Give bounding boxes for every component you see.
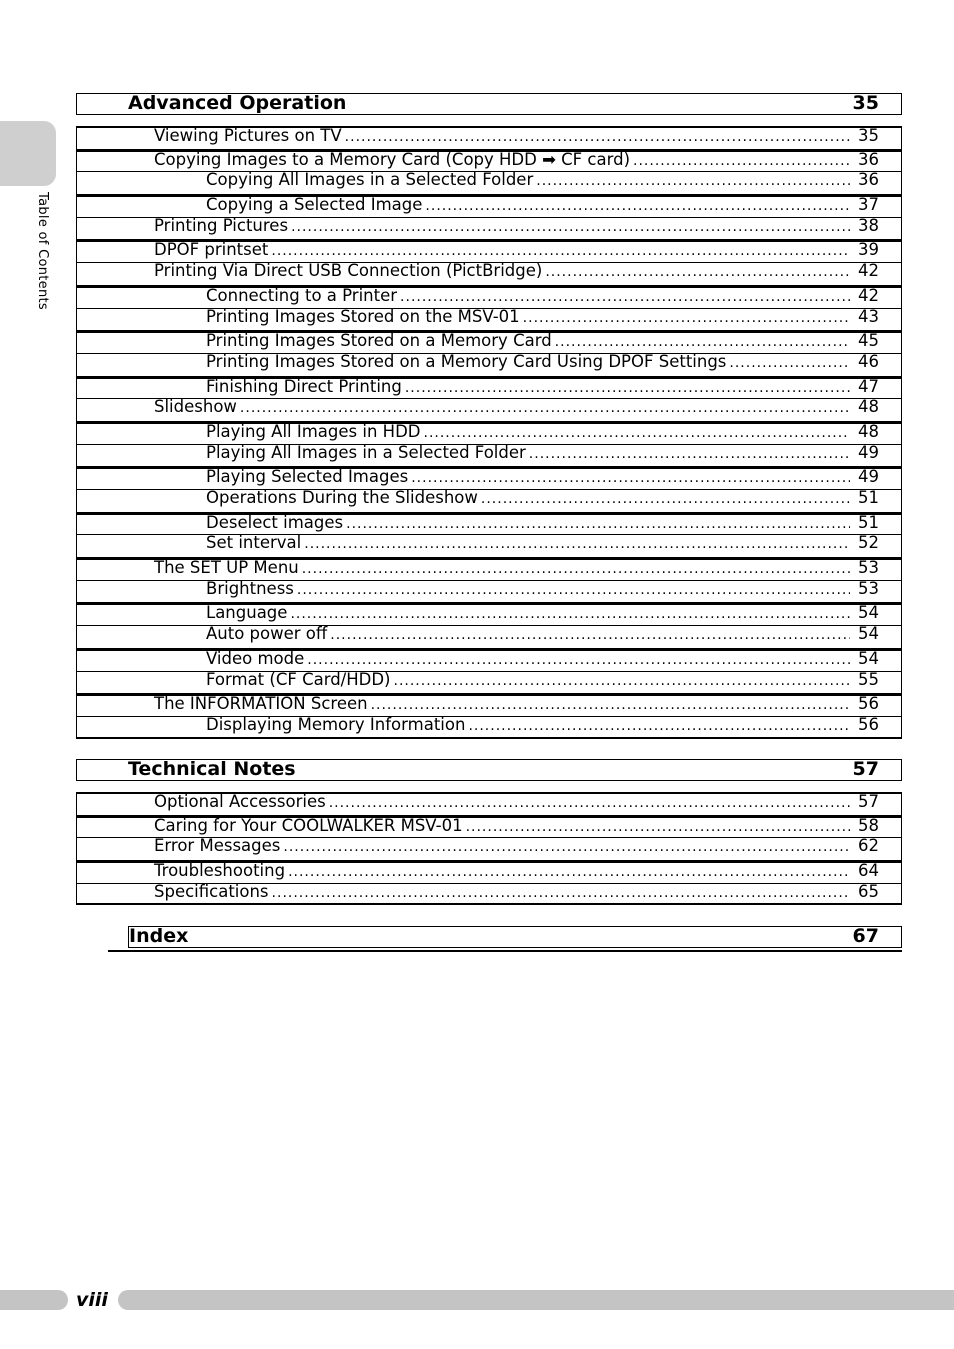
toc-entry[interactable] [77, 376, 901, 399]
toc-entry-label: Language [206, 603, 288, 623]
leader-dots [523, 310, 850, 326]
toc-entry-page: 51 [858, 512, 879, 532]
toc-entry[interactable] [77, 716, 901, 739]
toc-entry-line [206, 649, 879, 668]
toc-entry[interactable] [77, 398, 901, 421]
toc-entry-line [154, 816, 879, 835]
toc-entry[interactable] [77, 625, 901, 648]
toc-entry[interactable] [77, 671, 901, 694]
toc-entry-page: 39 [858, 240, 879, 260]
toc-entry[interactable] [77, 534, 901, 557]
leader-dots [555, 334, 850, 350]
toc-entry-line [154, 836, 879, 855]
leader-dots [240, 400, 850, 416]
toc-entry-line [206, 331, 879, 350]
toc-entry-line [154, 792, 879, 811]
toc-entry-page: 55 [858, 669, 879, 689]
toc-entry-label: Playing Selected Images [206, 467, 409, 487]
toc-entry[interactable] [77, 693, 901, 716]
toc-entry-line [154, 882, 879, 901]
leader-dots [481, 491, 850, 507]
toc-entry[interactable] [77, 171, 901, 194]
toc-entry-label: Slideshow [154, 397, 237, 417]
toc-entry-page: 37 [858, 195, 879, 215]
toc-entry-line [206, 377, 879, 396]
toc-entry-label: Viewing Pictures on TV [154, 126, 342, 145]
footer-bar-left [0, 1290, 68, 1310]
toc-entry-line [206, 195, 879, 214]
toc-entry-label: The INFORMATION Screen [154, 694, 368, 714]
toc-entry-label: The SET UP Menu [154, 558, 299, 578]
toc-entry[interactable] [77, 580, 901, 603]
leader-dots [400, 289, 850, 305]
toc-entry-line [206, 603, 879, 622]
toc-entry[interactable] [77, 860, 901, 883]
toc-entry[interactable] [77, 330, 901, 353]
leader-dots [466, 819, 850, 835]
toc-entry-label: Brightness [206, 578, 294, 598]
toc-entry-label: Printing Images Stored on a Memory Card [206, 331, 552, 351]
toc-entry-page: 51 [858, 488, 879, 507]
leader-dots [529, 446, 850, 462]
toc-entry-page: 65 [858, 881, 879, 901]
leader-dots [394, 673, 851, 689]
leader-dots [633, 153, 850, 169]
toc-entry-label: DPOF printset [154, 240, 269, 260]
toc-entry-page: 36 [858, 170, 879, 190]
toc-entry-label: Specifications [154, 881, 269, 901]
toc-entry[interactable] [77, 815, 901, 838]
toc-entry-line [206, 286, 879, 305]
toc-entry-line [206, 488, 879, 507]
toc-entry-label: Auto power off [206, 624, 328, 644]
section-title: Technical Notes [128, 758, 296, 780]
toc-entry-page: 58 [858, 815, 879, 835]
toc-entry-page: 52 [858, 533, 879, 553]
toc-entry-label: Optional Accessories [154, 792, 326, 811]
toc-entry-label: Copying All Images in a Selected Folder [206, 170, 534, 190]
leader-dots [302, 561, 850, 577]
leader-dots [291, 219, 850, 235]
leader-dots [405, 380, 850, 396]
toc-entry-page: 49 [858, 442, 879, 462]
toc-entry-line [206, 579, 879, 598]
toc-entry-page: 36 [858, 149, 879, 169]
leader-dots [271, 243, 850, 259]
toc-entry-page: 53 [858, 558, 879, 578]
toc-entry-label: Format (CF Card/HDD) [206, 669, 391, 689]
toc-entry-line [154, 397, 879, 416]
leader-dots [536, 173, 850, 189]
leader-dots [329, 795, 850, 811]
leader-dots [288, 864, 850, 880]
toc-entry-line [154, 240, 879, 259]
toc-entry[interactable] [77, 262, 901, 285]
toc-entry[interactable] [77, 602, 901, 625]
page-number: viii [76, 1289, 108, 1311]
leader-dots [283, 839, 850, 855]
toc-entry-page: 56 [858, 694, 879, 714]
toc-entry-page: 46 [858, 351, 879, 371]
section-title: Advanced Operation [128, 92, 347, 114]
section-advanced-operation [76, 93, 902, 739]
toc-entry-line [206, 624, 879, 643]
toc-entry-line [154, 558, 879, 577]
toc-entry-line [206, 670, 879, 689]
leader-dots [425, 198, 850, 214]
toc-entry-line [154, 694, 879, 713]
toc-entry[interactable] [77, 512, 901, 535]
toc-entry-page: 43 [858, 306, 879, 326]
toc-entry[interactable] [77, 421, 901, 444]
toc-entry[interactable] [77, 489, 901, 512]
index-underline [108, 950, 902, 952]
toc-entry[interactable] [77, 239, 901, 262]
toc-entry[interactable] [77, 194, 901, 217]
toc-entry-page: 57 [858, 792, 879, 811]
toc-entry-line [154, 126, 879, 145]
leader-dots [346, 516, 850, 532]
leader-dots [297, 582, 850, 598]
leader-dots [468, 718, 850, 734]
entry-list [76, 792, 902, 905]
leader-dots [371, 697, 850, 713]
leader-dots [272, 885, 850, 901]
toc-entry-line [206, 352, 879, 371]
toc-entry-line [206, 533, 879, 552]
footer-bar [118, 1290, 954, 1310]
toc-entry-page: 45 [858, 331, 879, 351]
toc-entry-page: 42 [858, 261, 879, 281]
toc-entry-page: 64 [858, 861, 879, 881]
toc-entry-label: Playing All Images in a Selected Folder [206, 442, 526, 462]
toc-entry-label: Printing Pictures [154, 215, 289, 235]
section-technical-notes [76, 759, 902, 905]
toc-entry-label: Set interval [206, 533, 302, 553]
toc-entry-label: Copying Images to a Memory Card (Copy HDD ➡ CF card) [154, 149, 631, 169]
leader-dots [304, 536, 850, 552]
toc-entry[interactable] [77, 217, 901, 240]
toc-entry-page: 54 [858, 624, 879, 644]
toc-entry-line [206, 307, 879, 326]
side-label: Table of Contents [35, 192, 50, 310]
leader-dots [729, 355, 850, 371]
toc-entry-page: 48 [858, 397, 879, 417]
toc-entry-label: Playing All Images in HDD [206, 421, 421, 441]
section-header[interactable] [76, 93, 902, 115]
leader-dots [424, 425, 851, 441]
toc-entry-label: Displaying Memory Information [206, 714, 466, 734]
toc-entry-page: 54 [858, 603, 879, 623]
chapter-tab [0, 121, 56, 186]
toc-entry-page: 42 [858, 285, 879, 305]
toc-entry-label: Video mode [206, 648, 305, 668]
toc-entry-line [154, 216, 879, 235]
toc-entry[interactable] [77, 126, 901, 149]
toc-entry-label: Deselect images [206, 512, 344, 532]
leader-dots [545, 264, 850, 280]
toc-entry-line [206, 467, 879, 486]
toc-entry[interactable] [77, 837, 901, 860]
toc-entry-page: 54 [858, 648, 879, 668]
toc-entry-line [206, 170, 879, 189]
toc-entry-line [206, 422, 879, 441]
toc-entry-page: 38 [858, 215, 879, 235]
toc-entry-label: Printing Via Direct USB Connection (PictBridge) [154, 261, 543, 281]
toc-entry[interactable] [77, 792, 901, 815]
toc-entry-label: Printing Images Stored on the MSV-01 [206, 306, 520, 326]
toc-entry[interactable] [77, 353, 901, 376]
leader-dots [411, 470, 850, 486]
toc-entry[interactable] [77, 285, 901, 308]
toc-entry-label: Operations During the Slideshow [206, 488, 478, 507]
toc-entry-page: 53 [858, 578, 879, 598]
toc-entry-label: Printing Images Stored on a Memory Card Using DPOF Settings [206, 351, 727, 371]
toc-entry-line [206, 513, 879, 532]
section-page: 35 [852, 92, 879, 114]
toc-entry[interactable] [77, 444, 901, 467]
toc-entry-line [154, 861, 879, 880]
index-page: 67 [852, 925, 879, 947]
toc-entry-page: 56 [858, 714, 879, 734]
toc-entry-page: 49 [858, 467, 879, 487]
toc-entry-page: 48 [858, 421, 879, 441]
toc-entry[interactable] [77, 648, 901, 671]
leader-dots [345, 129, 850, 145]
index-entry[interactable] [128, 926, 902, 948]
entry-list [76, 126, 902, 739]
leader-dots [330, 627, 850, 643]
toc-entry-label: Connecting to a Printer [206, 285, 398, 305]
leader-dots [307, 652, 850, 668]
section-page: 57 [852, 758, 879, 780]
toc-entry-page: 35 [858, 126, 879, 145]
index-title: Index [129, 925, 189, 947]
toc-entry-line [154, 261, 879, 280]
toc-entry-label: Caring for Your COOLWALKER MSV-01 [154, 815, 463, 835]
toc-entry-label: Troubleshooting [154, 861, 286, 881]
toc-entry[interactable] [77, 883, 901, 906]
toc-entry[interactable] [77, 149, 901, 172]
toc-entry-line [206, 715, 879, 734]
toc-entry-line [154, 150, 879, 169]
toc-entry[interactable] [77, 557, 901, 580]
section-header[interactable] [76, 759, 902, 781]
toc-entry[interactable] [77, 466, 901, 489]
toc-entry-label: Finishing Direct Printing [206, 376, 402, 396]
leader-dots [290, 606, 850, 622]
toc-entry[interactable] [77, 308, 901, 331]
toc-entry-page: 47 [858, 376, 879, 396]
toc-entry-label: Copying a Selected Image [206, 195, 423, 215]
toc-entry-label: Error Messages [154, 836, 281, 856]
toc-entry-page: 62 [858, 836, 879, 856]
toc-entry-line [206, 443, 879, 462]
